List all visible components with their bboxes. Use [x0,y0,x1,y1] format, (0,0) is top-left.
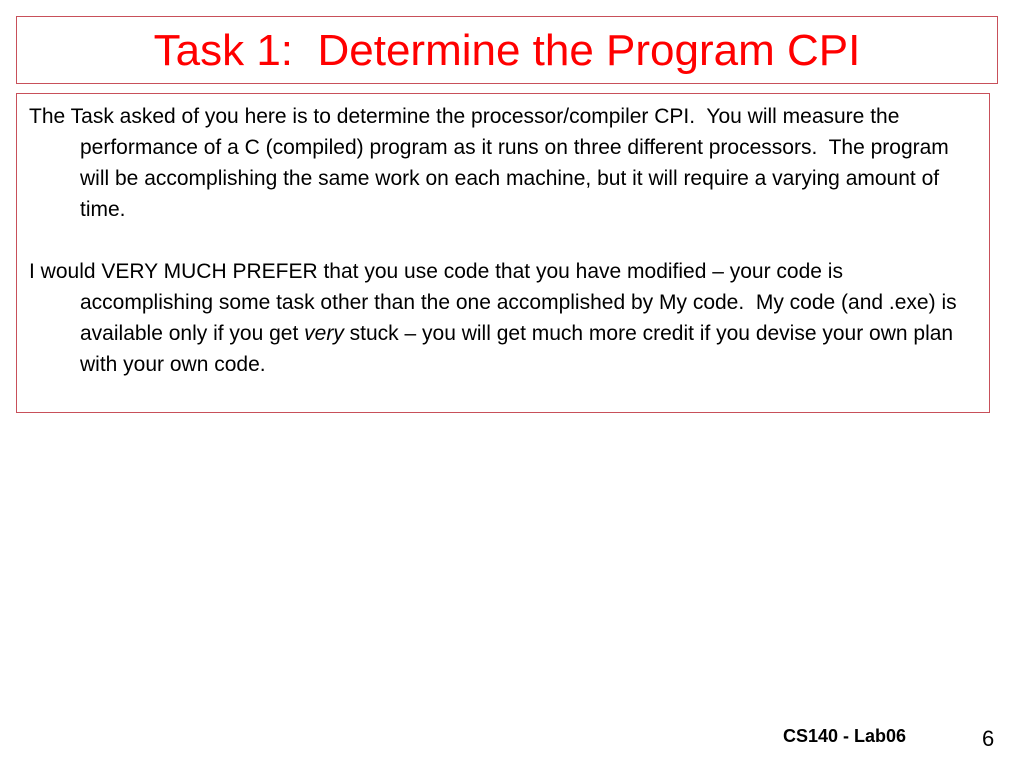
page-number: 6 [982,726,995,751]
paragraph-1: The Task asked of you here is to determine the processor/compiler CPI. You will measure the performance of a C (compiled) program as it runs on three different processors. The program will be accomplishing the same work on each machine, but it will require a varying amount of time. [29,105,955,221]
paragraph-2-text-b: stuck – you will get much more credit if you devise your own plan with your own code. [80,322,959,376]
paragraph-2 [29,256,979,380]
slide-title: Task 1: Determine the Program CPI [153,26,861,75]
content-box [16,93,990,413]
paragraph-2-text-a: I would VERY MUCH PREFER that you use code that you have modified – your code is accomplishing some task other than the one accomplished by My code. My code (and .exe) is available only if you get [29,260,963,345]
paragraph-spacer [29,225,979,256]
footer-course-label: CS140 - Lab06 [783,726,907,746]
title-box [16,16,998,84]
paragraph-2-emphasis: very [304,322,344,345]
